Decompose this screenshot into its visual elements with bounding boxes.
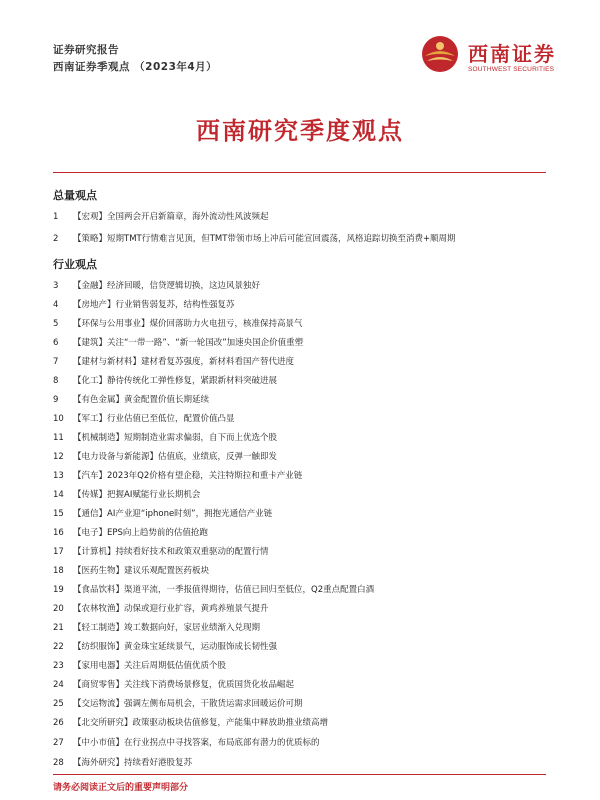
logo-text-en: SOUTHWEST SECURITIES bbox=[468, 66, 555, 73]
report-type: 证券研究报告 bbox=[53, 44, 119, 56]
list-item[interactable]: 9 【有色金属】黄金配置价值长期延续 bbox=[53, 395, 210, 405]
list-item[interactable]: 7 【建材与新材料】建材看复苏强度，新材料看国产替代进度 bbox=[53, 357, 295, 367]
list-item[interactable]: 14 【传媒】把握AI赋能行业长期机会 bbox=[53, 490, 201, 500]
section-heading-macro: 总量观点 bbox=[53, 189, 97, 202]
list-item[interactable]: 19 【食品饮料】渠道平流，一季报值得期待，估值已回归至低位，Q2重点配置白酒 bbox=[53, 585, 375, 595]
list-item[interactable]: 10 【军工】行业估值已至低位，配置价值凸显 bbox=[53, 414, 235, 424]
logo-emblem-icon bbox=[420, 34, 460, 74]
list-item[interactable]: 12 【电力设备与新能源】估值底，业绩底，反弹一触即发 bbox=[53, 452, 278, 462]
report-header bbox=[53, 42, 217, 76]
list-item[interactable]: 23 【家用电器】关注后周期低估值优质个股 bbox=[53, 661, 227, 671]
list-item[interactable]: 4 【房地产】行业销售弱复苏，结构性强复苏 bbox=[53, 300, 235, 310]
section-heading-industry: 行业观点 bbox=[53, 258, 97, 271]
list-item[interactable]: 18 【医药生物】建议乐观配置医药板块 bbox=[53, 566, 210, 576]
list-item[interactable]: 27 【中小市值】在行业拐点中寻找答案，布局底部有潜力的优质标的 bbox=[53, 738, 320, 748]
top-divider bbox=[53, 172, 546, 173]
list-item[interactable]: 22 【纺织服饰】黄金珠宝延续景气，运动服饰成长韧性强 bbox=[53, 642, 278, 652]
list-item[interactable]: 8 【化工】静待传统化工弹性修复，紧跟新材料突破进展 bbox=[53, 376, 278, 386]
company-logo bbox=[420, 34, 580, 80]
logo-text-cn: 西南证券 bbox=[468, 42, 556, 66]
list-item[interactable]: 26 【北交所研究】政策驱动板块估值修复，产能集中释放助推业绩高增 bbox=[53, 718, 329, 728]
list-item[interactable]: 11 【机械制造】短期制造业需求偏弱，自下而上优选个股 bbox=[53, 433, 278, 443]
list-item[interactable]: 1 【宏观】全国两会开启新篇章，海外流动性风波频起 bbox=[53, 212, 269, 222]
list-item[interactable]: 21 【轻工制造】竣工数据向好，家居业绩渐入兑现期 bbox=[53, 623, 261, 633]
list-item[interactable]: 5 【环保与公用事业】煤价回落助力火电扭亏，核准保持高景气 bbox=[53, 319, 303, 329]
page-title: 西南研究季度观点 bbox=[196, 116, 404, 145]
list-item[interactable]: 25 【交运物流】强调左侧布局机会，干散货运需求回暖运价可期 bbox=[53, 699, 303, 709]
list-item[interactable]: 17 【计算机】持续看好技术和政策双重驱动的配置行情 bbox=[53, 547, 269, 557]
list-item[interactable]: 3 【金融】经济回暖，信贷逻辑切换，这边风景独好 bbox=[53, 281, 261, 291]
report-series: 西南证券季观点 （2023年4月） bbox=[53, 61, 218, 73]
list-item[interactable]: 13 【汽车】2023年Q2价格有望企稳，关注特斯拉和重卡产业链 bbox=[53, 471, 303, 481]
footer-disclaimer: 请务必阅读正文后的重要声明部分 bbox=[53, 783, 189, 793]
list-item[interactable]: 2 【策略】短期TMT行情难言见顶，但TMT带领市场上冲后可能宣回震荡，风格追踪切换至消费+顺周期 bbox=[53, 234, 456, 244]
list-item[interactable]: 24 【商贸零售】关注线下消费场景修复，优质国货化妆品崛起 bbox=[53, 680, 295, 690]
list-item[interactable]: 6 【建筑】关注“一带一路”、“新一轮国改”加速央国企价值重塑 bbox=[53, 338, 304, 348]
list-item[interactable]: 16 【电子】EPS向上趋势前的估值抢跑 bbox=[53, 528, 208, 538]
list-item[interactable]: 20 【农林牧渔】动保或迎行业扩容，黄鸡养殖景气提升 bbox=[53, 604, 269, 614]
list-item[interactable]: 28 【海外研究】持续看好港股复苏 bbox=[53, 758, 193, 768]
bottom-divider bbox=[53, 774, 546, 775]
list-item[interactable]: 15 【通信】AI产业迎“iphone时刻”，拥抱光通信产业链 bbox=[53, 509, 273, 519]
